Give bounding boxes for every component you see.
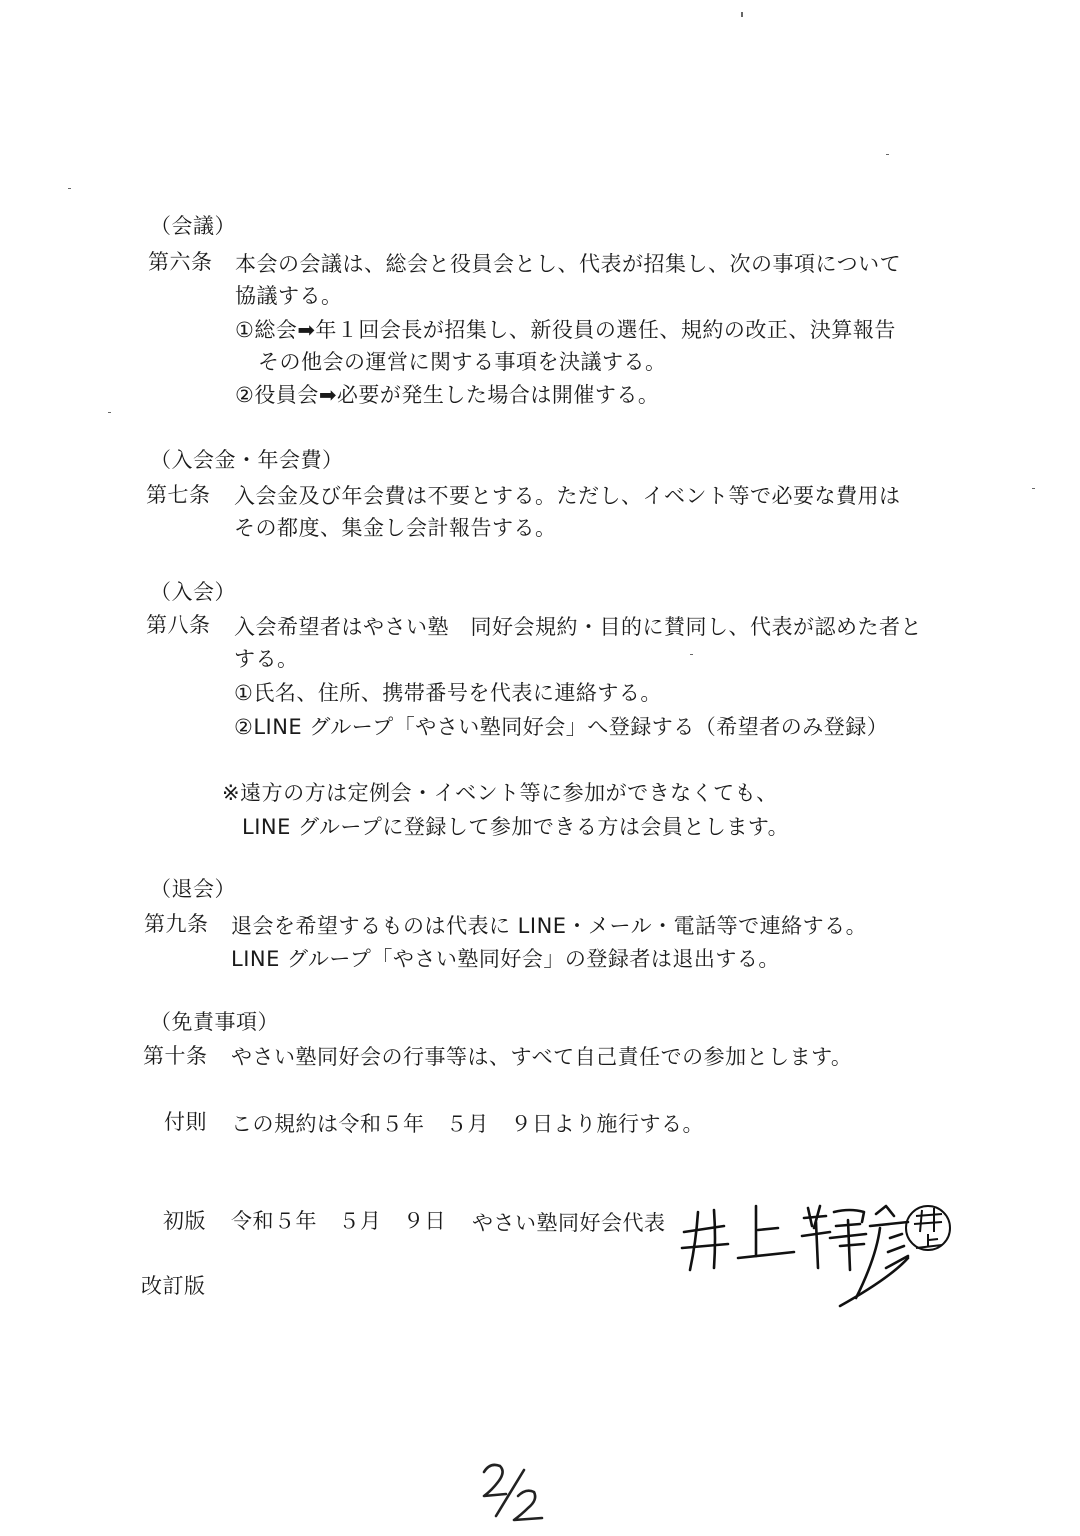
- article9-heading: （退会）: [150, 877, 236, 901]
- article6-heading: （会議）: [150, 214, 236, 238]
- article7-line1: 入会金及び年会費は不要とする。ただし、イベント等で必要な費用は: [234, 484, 901, 508]
- article9-label: 第九条: [144, 912, 209, 936]
- article8-note-line1: ※遠方の方は定例会・イベント等に参加ができなくても、: [222, 781, 778, 805]
- first-edition-date: 令和５年 ５月 ９日: [231, 1209, 446, 1233]
- article8-label: 第八条: [146, 613, 211, 637]
- first-edition-label: 初版: [163, 1209, 206, 1233]
- revised-edition-label: 改訂版: [141, 1274, 206, 1298]
- article6-item1-line2: その他会の運営に関する事項を決議する。: [258, 350, 667, 374]
- article6-item2: ②役員会➡必要が発生した場合は開催する。: [235, 383, 660, 407]
- article7-heading: （入会金・年会費）: [150, 448, 344, 472]
- article6-label: 第六条: [148, 250, 213, 274]
- article9-line2: LINE グループ「やさい塾同好会」の登録者は退出する。: [231, 947, 780, 971]
- handwritten-signature: [680, 1198, 955, 1308]
- article8-note-line2: LINE グループに登録して参加できる方は会員とします。: [242, 815, 790, 839]
- article6-line2: 協議する。: [235, 284, 343, 308]
- article9-line1: 退会を希望するものは代表に LINE・メール・電話等で連絡する。: [231, 914, 868, 938]
- article8-item2: ②LINE グループ「やさい塾同好会」へ登録する（希望者のみ登録）: [234, 715, 889, 739]
- article8-item1: ①氏名、住所、携帯番号を代表に連絡する。: [234, 681, 662, 705]
- article7-label: 第七条: [146, 483, 211, 507]
- first-edition-representative: やさい塾同好会代表: [472, 1211, 666, 1235]
- article10-label: 第十条: [143, 1044, 208, 1068]
- supplementary-text: この規約は令和５年 ５月 ９日より施行する。: [231, 1112, 704, 1136]
- article6-item1-line1: ①総会➡年１回会長が招集し、新役員の選任、規約の改正、決算報告: [235, 318, 896, 342]
- article7-line2: その都度、集金し会計報告する。: [234, 516, 557, 540]
- article8-heading: （入会）: [150, 580, 236, 604]
- article8-line1: 入会希望者はやさい塾 同好会規約・目的に賛同し、代表が認めた者と: [234, 615, 922, 639]
- seal-stamp: [906, 1206, 950, 1250]
- article8-line2: する。: [234, 647, 299, 671]
- article10-heading: （免責事項）: [150, 1010, 279, 1034]
- supplementary-label: 付則: [164, 1110, 207, 1134]
- page-number-handwritten: [476, 1460, 556, 1526]
- article10-line1: やさい塾同好会の行事等は、すべて自己責任での参加とします。: [231, 1045, 853, 1069]
- article6-line1: 本会の会議は、総会と役員会とし、代表が招集し、次の事項について: [235, 252, 902, 276]
